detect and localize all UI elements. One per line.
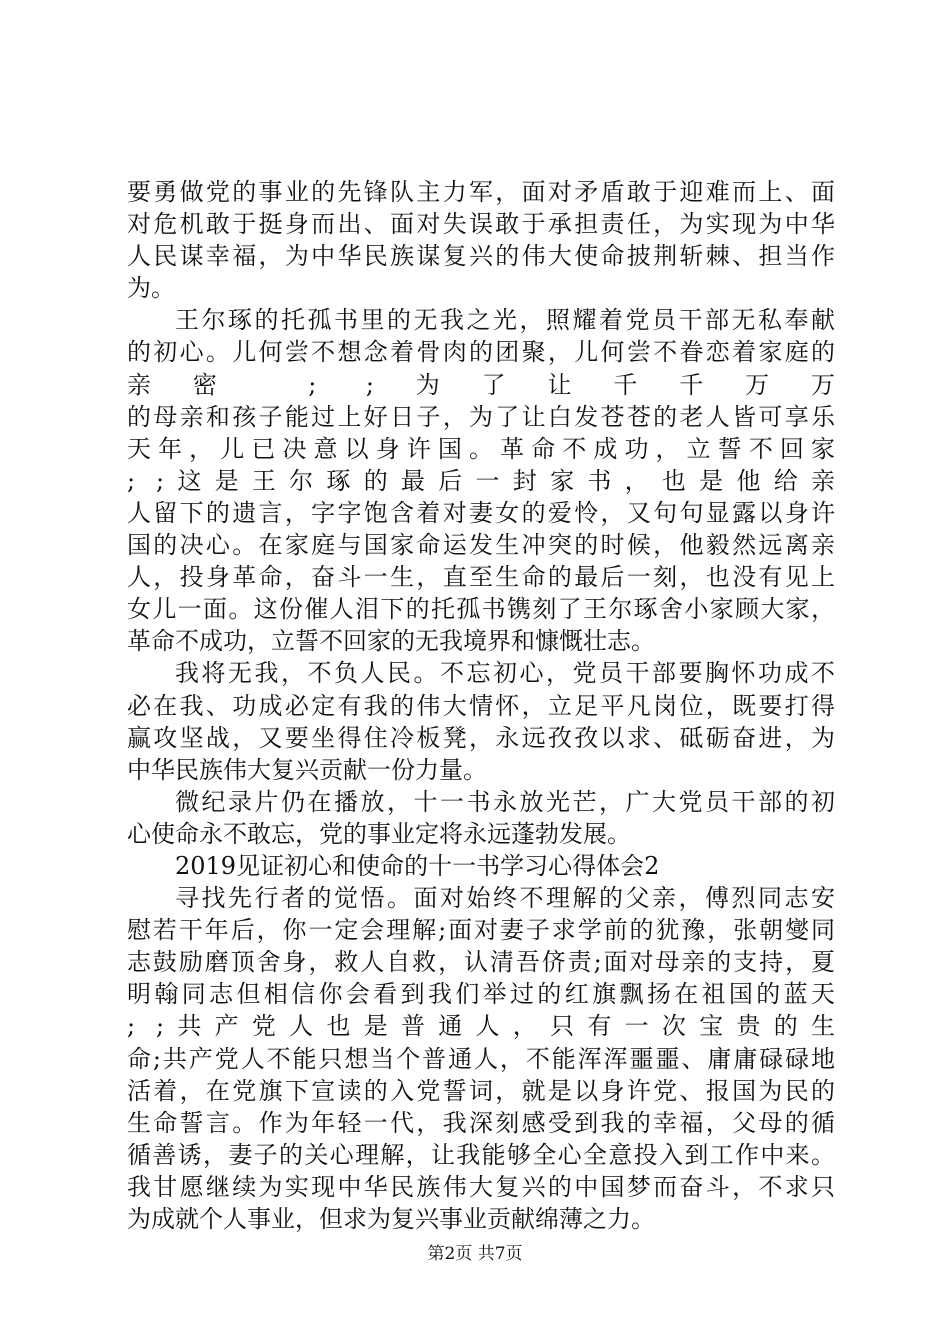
paragraph bbox=[127, 786, 835, 850]
text-line: 志鼓励磨顶舍身，救人自救，认清吾侪责;面对母亲的支持，夏 bbox=[127, 948, 835, 977]
text-line: 必在我、功成必定有我的伟大情怀，立足平凡岗位，既要打得 bbox=[127, 691, 835, 720]
text-line: 亲密 ; ;为了让千千万万 bbox=[127, 370, 835, 399]
text-line: 赢攻坚战，又要坐得住冷板凳，永远孜孜以求、砥砺奋进，为 bbox=[127, 723, 835, 752]
page-footer: 第2页 共7页 bbox=[427, 1244, 523, 1264]
text-line: 对危机敢于挺身而出、面对失误敢于承担责任，为实现为中华 bbox=[127, 210, 835, 239]
text-line: 的初心。儿何尝不想念着骨肉的团聚，儿何尝不眷恋着家庭的 bbox=[127, 338, 835, 367]
text-line: 中华民族伟大复兴贡献一份力量。 bbox=[127, 755, 487, 784]
text-line: 心使命永不敢忘，党的事业定将永远蓬勃发展。 bbox=[127, 819, 631, 848]
text-line: 为成就个人事业，但求为复兴事业贡献绵薄之力。 bbox=[127, 1205, 655, 1233]
text-line: 活着，在党旗下宣读的入党誓词，就是以身许党、报国为民的 bbox=[127, 1076, 835, 1105]
text-line: 慰若干年后，你一定会理解;面对妻子求学前的犹豫，张朝燮同 bbox=[127, 916, 835, 945]
text-line: 人留下的遗言，字字饱含着对妻女的爱怜，又句句显露以身许 bbox=[127, 498, 835, 527]
text-line: 微纪录片仍在播放，十一书永放光芒，广大党员干部的初 bbox=[175, 787, 835, 816]
paragraph bbox=[127, 304, 835, 657]
text-line: 我将无我，不负人民。不忘初心，党员干部要胸怀功成不 bbox=[175, 659, 835, 688]
text-line: 生命誓言。作为年轻一代，我深刻感受到我的幸福，父母的循 bbox=[127, 1108, 835, 1137]
text-line: ; ;这是王尔琢的最后一封家书，也是他给亲 bbox=[127, 466, 835, 495]
text-line: 我甘愿继续为实现中华民族伟大复兴的中国梦而奋斗，不求只 bbox=[127, 1172, 835, 1201]
text-line: 女儿一面。这份催人泪下的托孤书镌刻了王尔琢舍小家顾大家， bbox=[127, 595, 835, 624]
text-line: 王尔琢的托孤书里的无我之光，照耀着党员干部无私奉献 bbox=[175, 306, 835, 335]
text-line: 国的决心。在家庭与国家命运发生冲突的时候，他毅然远离亲 bbox=[127, 531, 835, 560]
text-line: 人，投身革命，奋斗一生，直至生命的最后一刻，也没有见上 bbox=[127, 563, 835, 592]
text-line: 明翰同志但相信你会看到我们举过的红旗飘扬在祖国的蓝天 bbox=[127, 980, 835, 1009]
paragraph bbox=[127, 850, 835, 882]
text-line: 革命不成功，立誓不回家的无我境界和慷慨壮志。 bbox=[127, 627, 655, 656]
text-line: 要勇做党的事业的先锋队主力军，面对矛盾敢于迎难而上、面 bbox=[127, 178, 835, 206]
paragraph bbox=[127, 882, 835, 1235]
text-line: 命;共产党人不能只想当个普通人，不能浑浑噩噩、庸庸碌碌地 bbox=[127, 1044, 835, 1073]
text-line: 2019见证初心和使命的十一书学习心得体会2 bbox=[175, 851, 660, 880]
text-line: 寻找先行者的觉悟。面对始终不理解的父亲，傅烈同志安 bbox=[175, 884, 835, 913]
text-line: 天年，儿已决意以身许国。革命不成功，立誓不回家 bbox=[127, 434, 835, 463]
paragraph bbox=[127, 176, 835, 304]
text-line: 为。 bbox=[127, 274, 175, 303]
text-line: 循善诱，妻子的关心理解，让我能够全心全意投入到工作中来。 bbox=[127, 1140, 835, 1169]
text-line: 人民谋幸福，为中华民族谋复兴的伟大使命披荆斩棘、担当作 bbox=[127, 242, 835, 271]
document-body bbox=[127, 176, 835, 1235]
text-line: ; ;共产党人也是普通人，只有一次宝贵的生 bbox=[127, 1012, 835, 1041]
text-line: 的母亲和孩子能过上好日子，为了让白发苍苍的老人皆可享乐 bbox=[127, 402, 835, 431]
paragraph bbox=[127, 657, 835, 785]
